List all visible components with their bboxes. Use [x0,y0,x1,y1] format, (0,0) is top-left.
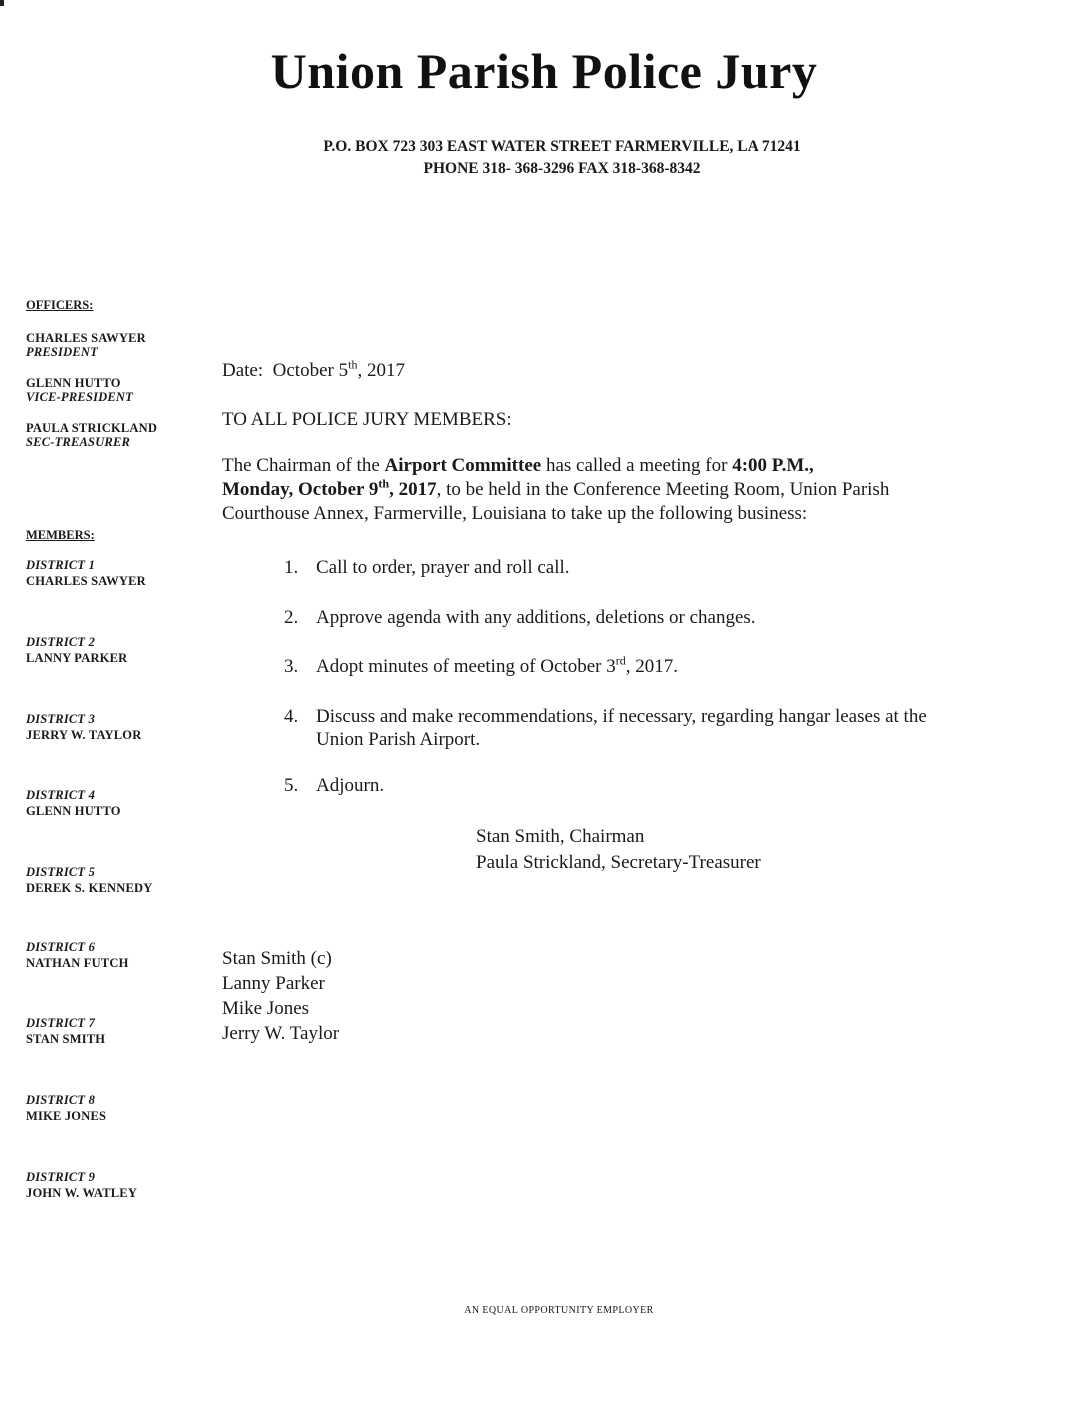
committee-member: Stan Smith (c) [222,948,332,969]
intro-paragraph [222,454,952,526]
agenda-text: Call to order, prayer and roll call. [316,557,570,578]
member-name: MIKE JONES [26,1109,107,1123]
member-district: DISTRICT 9 [26,1170,96,1184]
agenda-item [284,705,974,751]
signature-secretary: Paula Strickland, Secretary-Treasurer [476,852,761,873]
officer-name: CHARLES SAWYER [26,331,146,345]
officer-name: PAULA STRICKLAND [26,421,158,435]
phone-fax-line: PHONE 318- 368-3296 FAX 318-368-8342 [423,160,701,177]
committee-name: Airport Committee [384,455,542,476]
letter-date [222,359,405,383]
agenda-item [284,655,974,678]
officers-heading: OFFICERS: [26,298,94,312]
committee-member: Lanny Parker [222,973,325,994]
date-value: October 5 [272,360,349,381]
committee-members-list [222,946,339,1046]
agenda-text: Adjourn. [316,775,385,796]
officer-role: SEC-TREASURER [26,435,131,449]
committee-member: Jerry W. Taylor [222,1023,340,1044]
member-name: NATHAN FUTCH [26,956,129,970]
address-line: P.O. BOX 723 303 EAST WATER STREET FARMERVILLE, LA 71241 [323,138,801,155]
agenda-number: 2. [284,607,299,628]
agenda-text-part: , 2017. [625,656,678,677]
agenda-number: 4. [284,706,299,727]
member-district: DISTRICT 8 [26,1093,96,1107]
members-heading: MEMBERS: [26,528,95,542]
intro-text: has called a meeting for [541,455,733,476]
signature-chairman: Stan Smith, Chairman [476,826,645,847]
intro-text: The Chairman of the [222,455,385,476]
member-name: JERRY W. TAYLOR [26,728,142,742]
member-district: DISTRICT 2 [26,635,96,649]
agenda-text: Discuss and make recommendations, if necessary, regarding hangar leases at the Union Parish Airport. [316,706,927,750]
meeting-day-suffix: th [378,476,390,491]
date-label: Date: [222,360,264,381]
member-district: DISTRICT 1 [26,558,96,572]
member-district: DISTRICT 5 [26,865,96,879]
agenda-text-part: Adopt minutes of meeting of October 3 [316,656,616,677]
member-district: DISTRICT 6 [26,940,96,954]
agenda-number: 5. [284,775,299,796]
intro-text: , to be held in the Conference Meeting Room, Union Parish Courthouse Annex, Farmerville, Louisiana to take up the following business: [222,479,890,524]
meeting-day: Monday, October 9 [222,479,379,500]
salutation: TO ALL POLICE JURY MEMBERS: [222,409,512,430]
date-year: , 2017 [357,360,405,381]
officer-role: PRESIDENT [26,345,98,359]
agenda-text: Approve agenda with any additions, deletions or changes. [316,607,756,628]
meeting-year: , 2017 [389,479,437,500]
member-name: GLENN HUTTO [26,804,121,818]
member-district: DISTRICT 3 [26,712,96,726]
date-suffix: th [348,357,358,372]
officer-role: VICE-PRESIDENT [26,390,133,404]
agenda-item [284,556,974,579]
member-district: DISTRICT 4 [26,788,96,802]
agenda-text-sup: rd [615,653,626,668]
scan-edge-mark [0,0,4,6]
organization-name: Union Parish Police Jury [270,43,818,99]
agenda-number: 3. [284,656,299,677]
committee-member: Mike Jones [222,998,310,1019]
member-name: DEREK S. KENNEDY [26,881,153,895]
member-name: STAN SMITH [26,1032,106,1046]
member-name: CHARLES SAWYER [26,574,146,588]
member-name: JOHN W. WATLEY [26,1186,138,1200]
member-name: LANNY PARKER [26,651,128,665]
member-district: DISTRICT 7 [26,1016,96,1030]
agenda-item [284,606,974,629]
meeting-time: 4:00 P.M., [732,455,814,476]
officer-name: GLENN HUTTO [26,376,121,390]
agenda-text [316,655,966,678]
agenda-item [284,774,974,797]
agenda-number: 1. [284,557,299,578]
footer-eoe: AN EQUAL OPPORTUNITY EMPLOYER [464,1305,654,1316]
